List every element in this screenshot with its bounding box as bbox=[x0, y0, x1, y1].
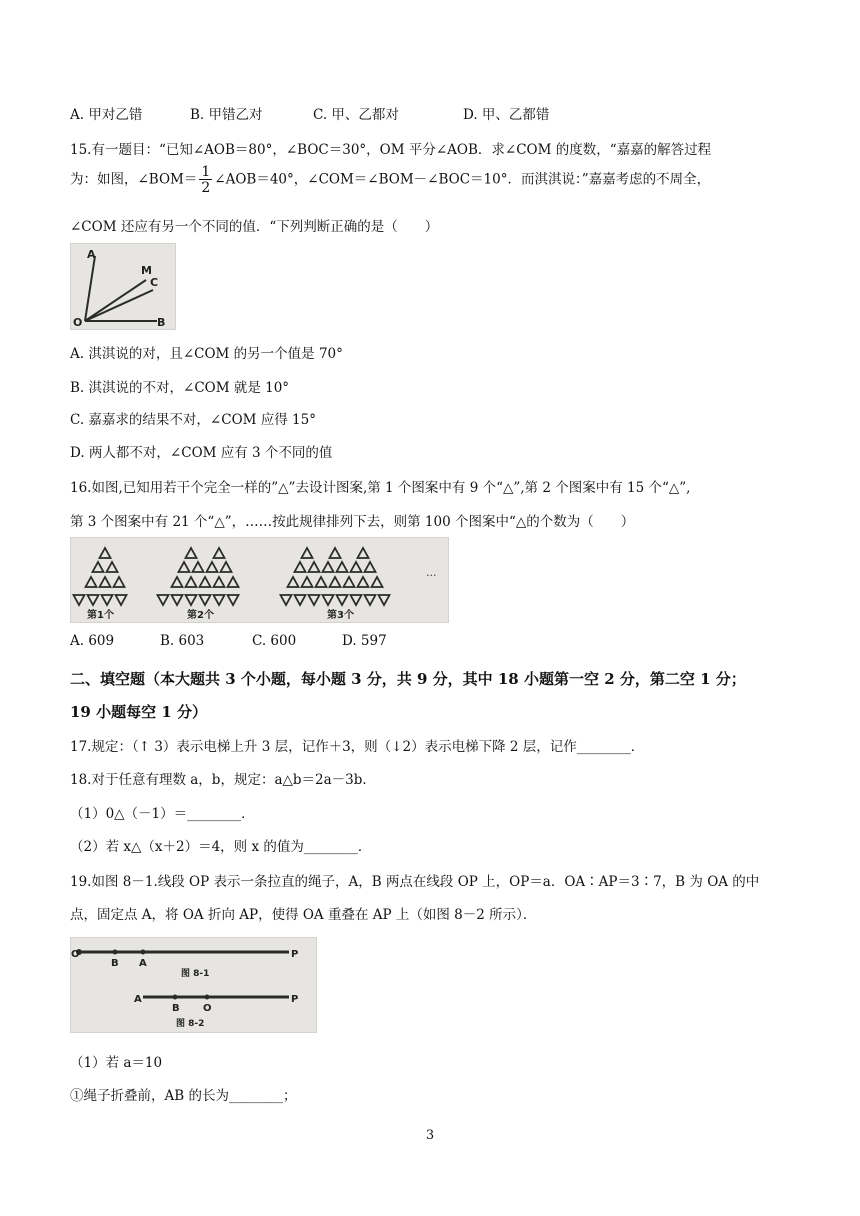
q15-option-c: C. 嘉嘉求的结果不对，∠COM 应得 15° bbox=[70, 412, 316, 428]
q15-line2 bbox=[70, 165, 710, 195]
pattern-caption-2: 第2个 bbox=[187, 610, 214, 621]
pattern-caption-3: 第3个 bbox=[327, 610, 354, 621]
section-2-heading-line1: 二、填空题（本大题共 3 个小题，每小题 3 分，共 9 分，其中 18 小题第一空 2 分，第二空 1 分； bbox=[70, 670, 746, 688]
angle-diagram-svg bbox=[71, 244, 175, 329]
triangle-pattern-svg bbox=[71, 538, 448, 622]
triangle-up bbox=[214, 548, 225, 558]
q16-option-a: A. 609 bbox=[70, 633, 115, 649]
q15-angle-figure bbox=[70, 243, 176, 330]
rope-diagram-svg bbox=[71, 938, 316, 1032]
triangle-down bbox=[323, 595, 334, 605]
q18-stem: 18.对于任意有理数 a，b，规定：a△b＝2a－3b． bbox=[70, 772, 376, 788]
triangle-down bbox=[309, 595, 320, 605]
triangle-up bbox=[302, 548, 313, 558]
triangle-down bbox=[158, 595, 169, 605]
q15-line1: 15.有一题目：“已知∠AOB＝80°，∠BOC＝30°，OM 平分∠AOB．求∠COM 的度数，“嘉嘉的解答过程 bbox=[70, 142, 712, 158]
q16-options bbox=[70, 633, 387, 649]
triangle-down bbox=[200, 595, 211, 605]
pattern-caption-1: 第1个 bbox=[87, 610, 114, 621]
q16-line1: 16.如图,已知用若干个完全一样的”△”去设计图案,第 1 个图案中有 9 个“△”,第 2 个图案中有 15 个“△”, bbox=[70, 480, 691, 496]
q15-option-b: B. 淇淇说的不对，∠COM 就是 10° bbox=[70, 380, 290, 396]
triangle-up bbox=[372, 577, 383, 587]
section-2-heading-line2: 19 小题每空 1 分） bbox=[70, 703, 207, 721]
point-b bbox=[113, 950, 118, 955]
fraction-denominator: 2 bbox=[201, 180, 211, 196]
triangle-up bbox=[309, 562, 320, 572]
triangle-up bbox=[186, 577, 197, 587]
fig81-label-b: B bbox=[111, 958, 119, 969]
q16-option-c: C. 600 bbox=[252, 633, 297, 649]
q18-part2: （2）若 x△（x＋2）＝4，则 x 的值为________． bbox=[70, 839, 372, 855]
triangle-up bbox=[214, 577, 225, 587]
q14-option-d: D. 甲、乙都错 bbox=[463, 107, 550, 123]
q16-line2: 第 3 个图案中有 21 个“△”，……按此规律排列下去，则第 100 个图案中“△的个数为（ ） bbox=[70, 514, 635, 530]
triangle-up bbox=[330, 548, 341, 558]
fraction-one-half bbox=[199, 165, 212, 195]
triangle-up bbox=[330, 577, 341, 587]
label-o: O bbox=[73, 316, 83, 329]
triangle-down bbox=[379, 595, 390, 605]
triangle-up bbox=[295, 562, 306, 572]
q19-line1: 19.如图 8－1.线段 OP 表示一条拉直的绳子，A，B 两点在线段 OP 上，OP＝a．OA∶AP＝3∶7，B 为 OA 的中 bbox=[70, 874, 760, 890]
fig82-label-o: O bbox=[203, 1003, 212, 1014]
triangle-down bbox=[116, 595, 127, 605]
fig82-label-p: P bbox=[291, 994, 299, 1005]
triangle-up bbox=[365, 562, 376, 572]
triangle-down bbox=[214, 595, 225, 605]
triangle-up bbox=[344, 577, 355, 587]
triangle-down bbox=[281, 595, 292, 605]
triangle-up bbox=[107, 562, 118, 572]
q16-option-d: D. 597 bbox=[342, 633, 387, 649]
fig82-label-a: A bbox=[134, 994, 142, 1005]
fig82-caption: 图 8-2 bbox=[176, 1019, 205, 1029]
triangle-down bbox=[102, 595, 113, 605]
triangle-down bbox=[88, 595, 99, 605]
q14-option-c: C. 甲、乙都对 bbox=[313, 107, 399, 123]
label-m: M bbox=[141, 264, 152, 277]
triangle-up bbox=[358, 577, 369, 587]
triangle-up bbox=[337, 562, 348, 572]
triangle-up bbox=[100, 577, 111, 587]
q19-part1: （1）若 a＝10 bbox=[70, 1055, 163, 1071]
triangle-up bbox=[316, 577, 327, 587]
triangle-up bbox=[323, 562, 334, 572]
triangle-up bbox=[114, 577, 125, 587]
triangle-up bbox=[186, 548, 197, 558]
q16-triangle-pattern-figure bbox=[70, 537, 449, 623]
q14-options bbox=[70, 103, 549, 123]
q19-rope-figure bbox=[70, 937, 317, 1033]
triangle-up bbox=[351, 562, 362, 572]
triangle-up bbox=[207, 562, 218, 572]
triangle-up bbox=[200, 577, 211, 587]
label-b: B bbox=[157, 316, 166, 329]
fig82-label-b: B bbox=[172, 1003, 180, 1014]
fraction-numerator: 1 bbox=[201, 164, 211, 180]
q16-option-b: B. 603 bbox=[160, 633, 205, 649]
label-c: C bbox=[150, 276, 159, 289]
q19-part1-1: ①绳子折叠前，AB 的长为________； bbox=[70, 1088, 297, 1104]
triangle-down bbox=[295, 595, 306, 605]
pattern-ellipsis: ... bbox=[426, 566, 437, 579]
q17-text: 17.规定：（↑ 3）表示电梯上升 3 层，记作＋3，则（↓2）表示电梯下降 2 层，记作________． bbox=[70, 739, 645, 755]
triangle-down bbox=[337, 595, 348, 605]
triangle-up bbox=[228, 577, 239, 587]
label-a: A bbox=[87, 248, 96, 261]
fig81-label-a: A bbox=[139, 958, 147, 969]
point-a bbox=[141, 950, 146, 955]
q15-option-a: A. 淇淇说的对，且∠COM 的另一个值是 70° bbox=[70, 346, 343, 362]
triangle-down bbox=[351, 595, 362, 605]
q15-option-d: D. 两人都不对，∠COM 应有 3 个不同的值 bbox=[70, 445, 333, 461]
triangle-up bbox=[358, 548, 369, 558]
triangle-down bbox=[172, 595, 183, 605]
q14-option-a: A. 甲对乙错 bbox=[70, 107, 143, 123]
fig81-caption: 图 8-1 bbox=[181, 969, 210, 979]
fig81-label-p: P bbox=[291, 949, 299, 960]
q15-line2-pre: 为：如图，∠BOM＝ bbox=[70, 171, 198, 188]
folded-point-b bbox=[173, 995, 178, 1000]
q18-part1: （1）0△（－1）＝________． bbox=[70, 806, 255, 822]
triangle-down bbox=[365, 595, 376, 605]
triangle-down bbox=[74, 595, 85, 605]
triangle-up bbox=[193, 562, 204, 572]
fig81-label-o: O bbox=[71, 949, 80, 960]
triangle-up bbox=[93, 562, 104, 572]
q19-line2: 点，固定点 A，将 OA 折向 AP，使得 OA 重叠在 AP 上（如图 8－2 所示）． bbox=[70, 907, 537, 923]
triangle-up bbox=[86, 577, 97, 587]
triangle-up bbox=[100, 548, 111, 558]
q15-line2-post: ∠AOB＝40°，∠COM＝∠BOM－∠BOC＝10°．而淇淇说：”嘉嘉考虑的不周全， bbox=[214, 171, 711, 188]
triangle-up bbox=[288, 577, 299, 587]
triangle-down bbox=[186, 595, 197, 605]
triangle-up bbox=[172, 577, 183, 587]
triangle-up bbox=[221, 562, 232, 572]
q15-line3: ∠COM 还应有另一个不同的值．“下列判断正确的是（ ） bbox=[70, 219, 439, 235]
triangle-down bbox=[228, 595, 239, 605]
triangle-up bbox=[302, 577, 313, 587]
triangle-up bbox=[179, 562, 190, 572]
page-number: 3 bbox=[425, 1128, 435, 1143]
q14-option-b: B. 甲错乙对 bbox=[190, 107, 263, 123]
folded-point-o bbox=[205, 995, 210, 1000]
